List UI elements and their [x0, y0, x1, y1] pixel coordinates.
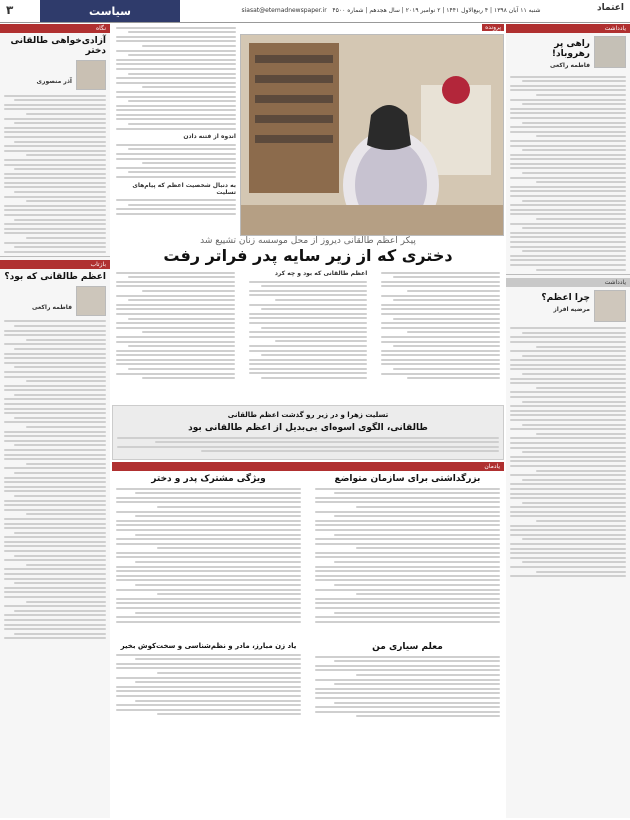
article-1	[311, 471, 504, 639]
bottom-articles-row-2	[112, 639, 504, 729]
article-2	[112, 471, 305, 639]
left-rail	[0, 24, 110, 818]
left-body-2	[0, 320, 110, 639]
right-rail	[506, 24, 630, 818]
subhead-2: اندوه از فتنه دادن	[183, 133, 236, 141]
main-photo	[240, 34, 504, 236]
bottom-section-bar: یادمان	[112, 462, 504, 471]
note-author-1: فاطمه راکعی	[549, 62, 590, 69]
right-rail-section-bar: یادداشت	[506, 24, 630, 33]
left-author-2: فاطمه راکعی	[31, 303, 72, 311]
article-3-title: معلم سیاری من	[372, 641, 443, 652]
article-3	[311, 639, 504, 729]
main-column	[112, 24, 504, 818]
author-photo-rakei-2	[76, 286, 106, 316]
note-author-2: مرضیه افراز	[553, 305, 590, 313]
issue-info: شنبه ۱۱ آبان ۱۳۹۸ | ۴ ربیع‌الاول ۱۴۴۱ | ۲ نوامبر ۲۰۱۹ | سال هجدهم | شماره ۴۵۰۰ siasat@etemadnewspaper.ir	[241, 7, 541, 14]
section-tab[interactable]: سیاست	[40, 0, 180, 22]
page-header	[0, 0, 630, 23]
bottom-articles-row	[112, 471, 504, 639]
author-photo-mansouri	[76, 60, 106, 90]
subhead-1: اعظم طالقانی که بود و چه کرد	[274, 270, 368, 277]
newspaper-logo: اعتماد	[597, 3, 624, 13]
page-number: ۳	[6, 3, 14, 17]
main-side-text	[112, 24, 240, 236]
photo-section-tag: پرونده	[482, 24, 504, 31]
note-title-1: راهی پر رهروباد!	[551, 39, 590, 59]
left-rail-section-bar-2: بازتاب	[0, 260, 110, 269]
subhead-3: به دنبال شخصیت اعظم که پیام‌های تسلیت	[132, 181, 236, 196]
article-1-title: بزرگداشتی برای سازمان متواضع	[334, 473, 481, 484]
note-body-1	[506, 76, 630, 271]
right-rail-section-bar-2: یادداشت	[506, 278, 630, 287]
condolence-box-title: تسلیت زهرا و در زیر رو گذشت اعظم طالقانی	[227, 411, 389, 419]
left-body-1	[0, 95, 110, 253]
condolence-box-subtitle: طالقانی، الگوی اسوه‌ای بی‌بدیل از اعظم طالقانی بود	[188, 423, 428, 433]
article-2-title: ویژگی مشترک پدر و دختر	[151, 473, 266, 484]
left-title-2: اعظم طالقانی که بود؟	[4, 271, 106, 282]
main-photo-illustration	[241, 35, 503, 235]
note-title-2: چرا اعظم؟	[541, 292, 590, 303]
left-author-1: آذر منصوری	[36, 78, 72, 85]
headline-kicker: پیکر اعظم طالقانی دیروز از محل موسسه زنان تشییع شد	[200, 236, 416, 246]
left-rail-section-bar: نگاه	[0, 24, 110, 33]
author-photo-rakei	[594, 36, 626, 68]
main-article-body	[112, 265, 504, 403]
article-4-title: یاد زن مبارز، مادر و نظم‌شناسی و سخت‌کوش بخیر	[120, 641, 297, 650]
author-photo-afraz	[594, 290, 626, 322]
article-4	[112, 639, 305, 729]
note-body-2	[506, 327, 630, 577]
main-headline: دختری که از زیر سایه پدر فراتر رفت	[163, 246, 453, 265]
condolence-box	[112, 405, 504, 460]
left-title-1: آزادی‌خواهی طالقانی دختر	[10, 36, 106, 56]
site-email[interactable]: siasat@etemadnewspaper.ir	[241, 7, 327, 14]
